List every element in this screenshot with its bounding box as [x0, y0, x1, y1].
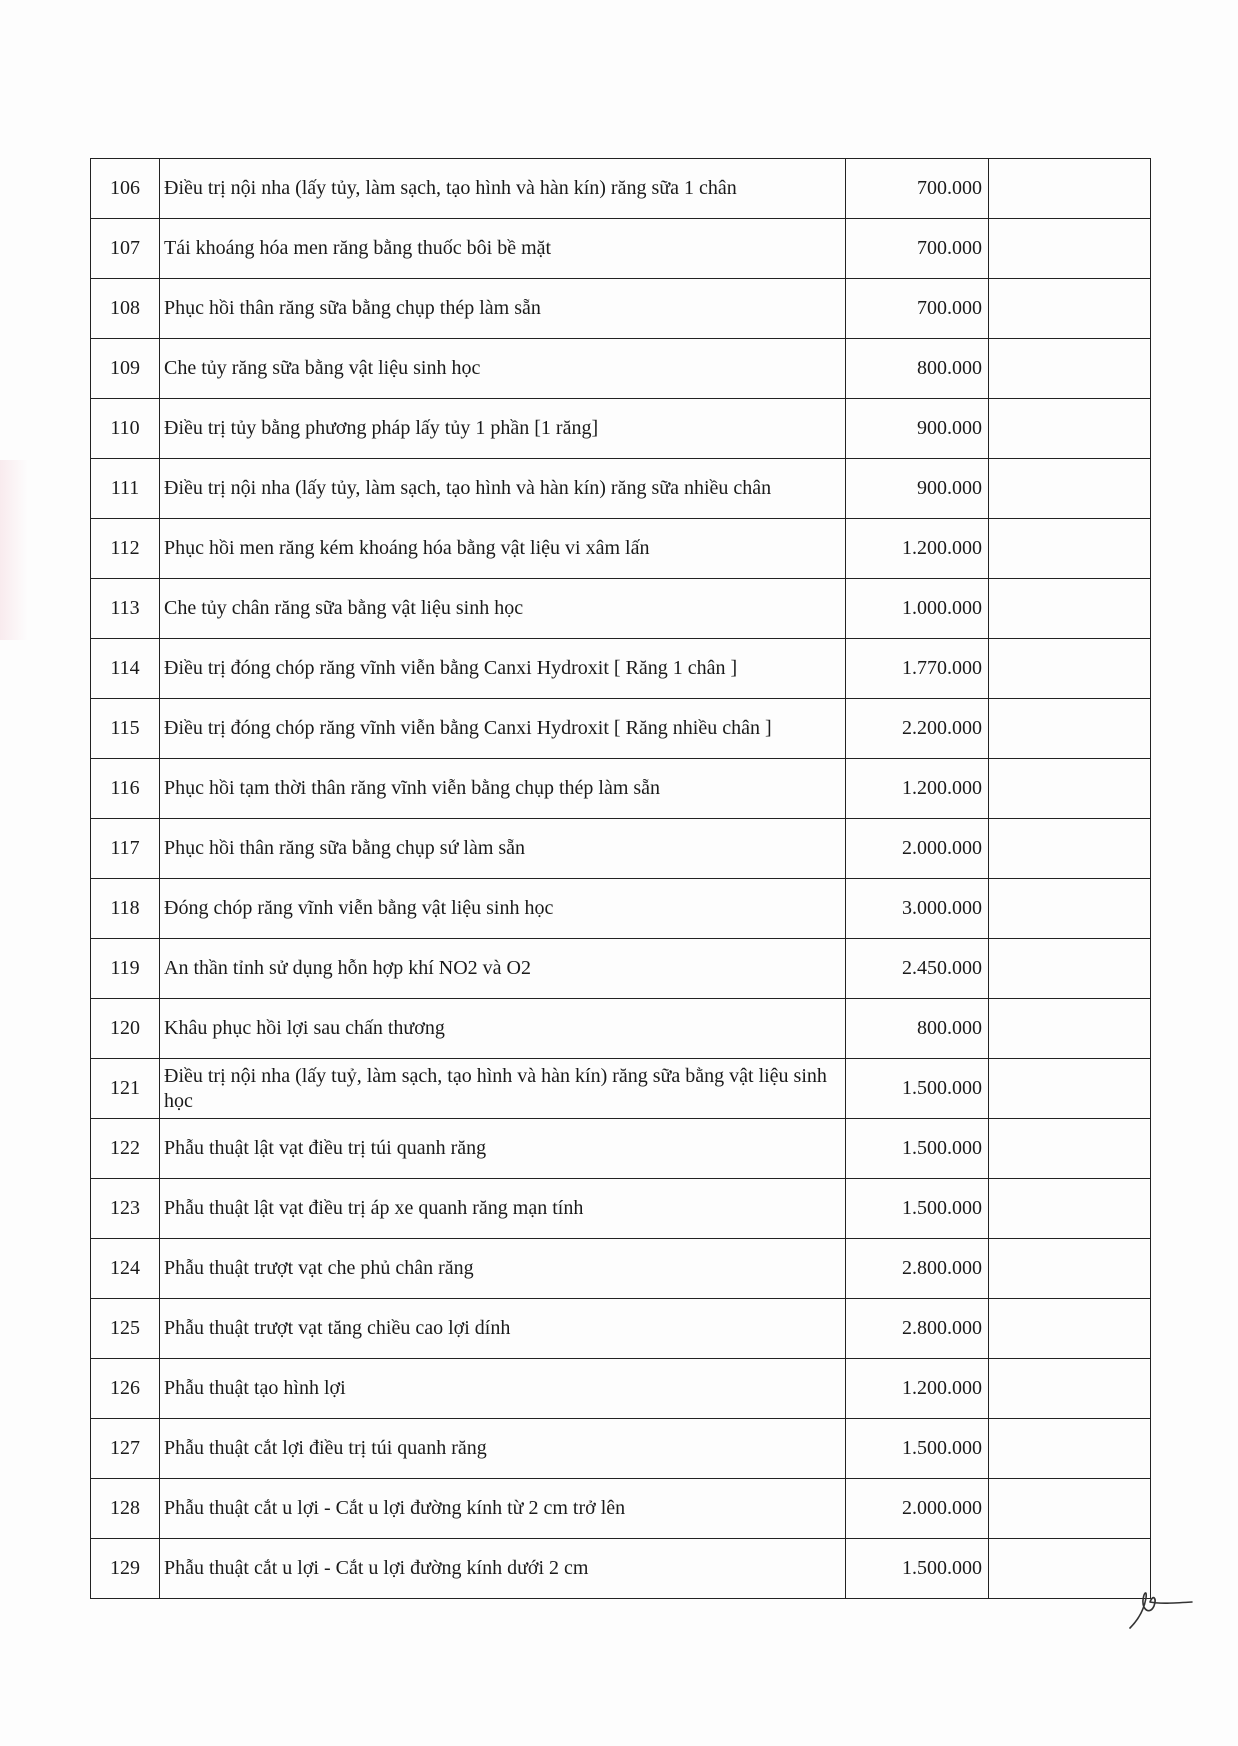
table-row: [91, 519, 1151, 579]
row-note: [989, 819, 1151, 879]
service-price: 700.000: [846, 219, 989, 279]
row-number: 120: [91, 999, 160, 1059]
service-name: Phục hồi thân răng sữa bằng chụp thép làm sẵn: [160, 279, 846, 339]
row-number: 129: [91, 1539, 160, 1599]
row-note: [989, 519, 1151, 579]
service-name: Phẫu thuật lật vạt điều trị túi quanh răng: [160, 1119, 846, 1179]
service-price: 1.500.000: [846, 1059, 989, 1119]
table-row: [91, 759, 1151, 819]
row-number: 128: [91, 1479, 160, 1539]
table-row: [91, 999, 1151, 1059]
service-name: Phục hồi tạm thời thân răng vĩnh viễn bằng chụp thép làm sẵn: [160, 759, 846, 819]
service-price: 2.450.000: [846, 939, 989, 999]
table-row: [91, 1479, 1151, 1539]
table-row: [91, 819, 1151, 879]
table-row: [91, 399, 1151, 459]
service-name: Điều trị nội nha (lấy tủy, làm sạch, tạo hình và hàn kín) răng sữa nhiều chân: [160, 459, 846, 519]
table-row: [91, 579, 1151, 639]
row-number: 118: [91, 879, 160, 939]
service-name: Phẫu thuật trượt vạt che phủ chân răng: [160, 1239, 846, 1299]
row-note: [989, 1359, 1151, 1419]
service-name: Phẫu thuật trượt vạt tăng chiều cao lợi dính: [160, 1299, 846, 1359]
row-note: [989, 1299, 1151, 1359]
service-name: Phẫu thuật lật vạt điều trị áp xe quanh răng mạn tính: [160, 1179, 846, 1239]
service-price: 900.000: [846, 459, 989, 519]
row-number: 117: [91, 819, 160, 879]
service-name: Phục hồi thân răng sữa bằng chụp sứ làm sẵn: [160, 819, 846, 879]
table-row: [91, 1119, 1151, 1179]
table-row: [91, 159, 1151, 219]
service-price: 1.200.000: [846, 759, 989, 819]
row-note: [989, 879, 1151, 939]
row-note: [989, 1119, 1151, 1179]
row-number: 127: [91, 1419, 160, 1479]
row-note: [989, 939, 1151, 999]
row-number: 115: [91, 699, 160, 759]
service-price: 3.000.000: [846, 879, 989, 939]
row-number: 126: [91, 1359, 160, 1419]
service-price: 2.200.000: [846, 699, 989, 759]
row-number: 113: [91, 579, 160, 639]
row-note: [989, 579, 1151, 639]
service-name: Khâu phục hồi lợi sau chấn thương: [160, 999, 846, 1059]
row-note: [989, 759, 1151, 819]
row-number: 116: [91, 759, 160, 819]
row-number: 106: [91, 159, 160, 219]
table-row: [91, 279, 1151, 339]
table-row: [91, 1359, 1151, 1419]
row-note: [989, 459, 1151, 519]
service-name: Phẫu thuật cắt u lợi - Cắt u lợi đường kính từ 2 cm trở lên: [160, 1479, 846, 1539]
row-note: [989, 639, 1151, 699]
service-price: 1.200.000: [846, 1359, 989, 1419]
row-number: 111: [91, 459, 160, 519]
service-price: 1.770.000: [846, 639, 989, 699]
service-price: 1.500.000: [846, 1419, 989, 1479]
row-number: 107: [91, 219, 160, 279]
table-row: [91, 1539, 1151, 1599]
service-name: Điều trị đóng chóp răng vĩnh viễn bằng Canxi Hydroxit [ Răng 1 chân ]: [160, 639, 846, 699]
service-name: Điều trị nội nha (lấy tuỷ, làm sạch, tạo hình và hàn kín) răng sữa bằng vật liệu sinh học: [160, 1059, 846, 1119]
table-row: [91, 879, 1151, 939]
service-price: 2.000.000: [846, 819, 989, 879]
service-price: 800.000: [846, 339, 989, 399]
handwritten-signature: [1120, 1570, 1200, 1640]
row-number: 124: [91, 1239, 160, 1299]
service-price: 700.000: [846, 159, 989, 219]
service-price: 800.000: [846, 999, 989, 1059]
row-number: 123: [91, 1179, 160, 1239]
service-name: Đóng chóp răng vĩnh viễn bằng vật liệu sinh học: [160, 879, 846, 939]
row-note: [989, 1179, 1151, 1239]
service-price: 2.800.000: [846, 1239, 989, 1299]
service-price: 1.500.000: [846, 1539, 989, 1599]
row-note: [989, 339, 1151, 399]
row-number: 122: [91, 1119, 160, 1179]
row-note: [989, 1419, 1151, 1479]
service-price: 700.000: [846, 279, 989, 339]
service-price: 1.500.000: [846, 1179, 989, 1239]
row-number: 109: [91, 339, 160, 399]
row-number: 108: [91, 279, 160, 339]
row-number: 119: [91, 939, 160, 999]
row-number: 125: [91, 1299, 160, 1359]
service-price: 900.000: [846, 399, 989, 459]
service-name: Điều trị đóng chóp răng vĩnh viễn bằng Canxi Hydroxit [ Răng nhiều chân ]: [160, 699, 846, 759]
table-row: [91, 1419, 1151, 1479]
table-row: [91, 339, 1151, 399]
row-note: [989, 399, 1151, 459]
row-number: 114: [91, 639, 160, 699]
service-price: 1.500.000: [846, 1119, 989, 1179]
service-price: 1.000.000: [846, 579, 989, 639]
row-note: [989, 279, 1151, 339]
service-name: Che tủy chân răng sữa bằng vật liệu sinh học: [160, 579, 846, 639]
price-table: [90, 158, 1151, 1599]
service-name: Tái khoáng hóa men răng bằng thuốc bôi bề mặt: [160, 219, 846, 279]
row-note: [989, 1059, 1151, 1119]
table-row: [91, 939, 1151, 999]
row-number: 121: [91, 1059, 160, 1119]
row-number: 112: [91, 519, 160, 579]
row-note: [989, 159, 1151, 219]
row-note: [989, 699, 1151, 759]
row-number: 110: [91, 399, 160, 459]
table-row: [91, 219, 1151, 279]
service-price: 1.200.000: [846, 519, 989, 579]
service-price: 2.000.000: [846, 1479, 989, 1539]
table-row: [91, 1299, 1151, 1359]
row-note: [989, 219, 1151, 279]
scan-artifact: [0, 460, 28, 640]
service-name: Phục hồi men răng kém khoáng hóa bằng vật liệu vi xâm lấn: [160, 519, 846, 579]
row-note: [989, 1239, 1151, 1299]
row-note: [989, 999, 1151, 1059]
service-name: Phẫu thuật cắt lợi điều trị túi quanh răng: [160, 1419, 846, 1479]
table-row: [91, 1059, 1151, 1119]
row-note: [989, 1479, 1151, 1539]
table-row: [91, 459, 1151, 519]
table-row: [91, 639, 1151, 699]
table-row: [91, 1179, 1151, 1239]
service-price: 2.800.000: [846, 1299, 989, 1359]
service-name: Phẫu thuật cắt u lợi - Cắt u lợi đường kính dưới 2 cm: [160, 1539, 846, 1599]
service-name: Che tủy răng sữa bằng vật liệu sinh học: [160, 339, 846, 399]
service-name: An thần tỉnh sử dụng hỗn hợp khí NO2 và O2: [160, 939, 846, 999]
service-name: Phẫu thuật tạo hình lợi: [160, 1359, 846, 1419]
table-row: [91, 1239, 1151, 1299]
service-name: Điều trị tủy bằng phương pháp lấy tủy 1 phần [1 răng]: [160, 399, 846, 459]
table-row: [91, 699, 1151, 759]
service-name: Điều trị nội nha (lấy tủy, làm sạch, tạo hình và hàn kín) răng sữa 1 chân: [160, 159, 846, 219]
